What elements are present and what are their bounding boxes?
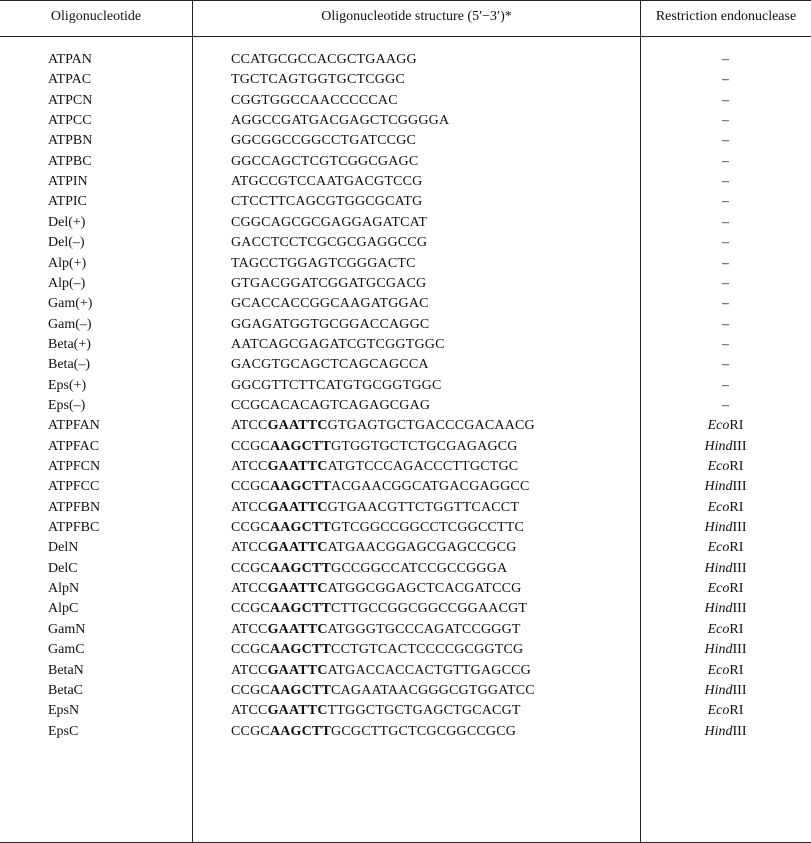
oligo-sequence: [231, 457, 518, 477]
table-row: [0, 315, 811, 335]
restriction-enzyme: [640, 620, 811, 640]
oligo-sequence: [231, 701, 521, 721]
table-row: [0, 111, 811, 131]
sequence-prefix: GACCTCCTCGCGCGAGGCCG: [231, 235, 428, 251]
oligo-sequence: [231, 172, 422, 192]
oligo-name: BetaN: [48, 662, 84, 678]
restriction-enzyme: [640, 416, 811, 436]
restriction-enzyme: [640, 681, 811, 701]
enzyme-suffix: –: [722, 235, 729, 251]
restriction-site: GAATTC: [267, 418, 328, 434]
restriction-site: AAGCTT: [269, 723, 332, 739]
enzyme-suffix: –: [722, 194, 729, 210]
restriction-enzyme: [640, 661, 811, 681]
sequence-prefix: CCGC: [231, 723, 270, 739]
sequence-prefix: CCGC: [231, 642, 270, 658]
restriction-enzyme: [640, 50, 811, 70]
sequence-prefix: CCGCACACAGTCAGAGCGAG: [231, 397, 431, 413]
oligo-name: ATPCC: [48, 113, 92, 129]
enzyme-suffix: RI: [729, 581, 744, 597]
restriction-site: AAGCTT: [269, 560, 332, 576]
oligo-sequence: [231, 274, 426, 294]
sequence-prefix: ATCC: [231, 418, 268, 434]
restriction-enzyme: [640, 396, 811, 416]
header-restriction-endonuclease: Restriction endonuclease: [655, 9, 797, 24]
restriction-enzyme: [640, 131, 811, 151]
sequence-prefix: GTGACGGATCGGATGCGACG: [231, 275, 427, 291]
oligo-sequence: [231, 131, 416, 151]
restriction-enzyme: [640, 254, 811, 274]
enzyme-suffix: III: [732, 520, 747, 536]
oligo-name: Gam(+): [48, 296, 93, 312]
sequence-suffix: CTTGCCGGCGGCCGGAACGT: [331, 601, 528, 617]
table-row: [0, 254, 811, 274]
enzyme-suffix: –: [722, 377, 729, 393]
restriction-site: AAGCTT: [269, 520, 332, 536]
enzyme-suffix: –: [722, 275, 729, 291]
sequence-prefix: ATCC: [231, 621, 268, 637]
oligo-sequence: [231, 355, 429, 375]
sequence-prefix: ATCC: [231, 581, 268, 597]
sequence-prefix: ATCC: [231, 499, 268, 515]
enzyme-suffix: III: [732, 601, 747, 617]
sequence-suffix: TTGGCTGCTGAGCTGCACGT: [327, 703, 521, 719]
enzyme-suffix: –: [722, 133, 729, 149]
sequence-suffix: ATGACCACCACTGTTGAGCCG: [327, 662, 531, 678]
oligo-sequence: [231, 70, 405, 90]
sequence-prefix: GGCCAGCTCGTCGGCGAGC: [231, 153, 419, 169]
oligo-sequence: [231, 437, 518, 457]
table-row: [0, 620, 811, 640]
enzyme-suffix: –: [722, 357, 729, 373]
restriction-enzyme: [640, 192, 811, 212]
oligo-sequence: [231, 91, 398, 111]
sequence-suffix: ACGAACGGCATGACGAGGCC: [331, 479, 530, 495]
table-row: [0, 559, 811, 579]
restriction-enzyme: [640, 91, 811, 111]
oligo-sequence: [231, 213, 427, 233]
sequence-prefix: CCGC: [231, 601, 270, 617]
restriction-site: GAATTC: [267, 662, 328, 678]
oligo-name: Del(–): [48, 235, 85, 251]
restriction-site: AAGCTT: [269, 601, 332, 617]
enzyme-suffix: –: [722, 214, 729, 230]
sequence-suffix: ATGGGTGCCCAGATCCGGGT: [327, 621, 521, 637]
restriction-enzyme: [640, 599, 811, 619]
enzyme-genus: Hind: [704, 601, 733, 617]
oligo-name: BetaC: [48, 682, 83, 698]
enzyme-genus: Hind: [704, 438, 733, 454]
oligo-name: Del(+): [48, 214, 86, 230]
table-row: [0, 518, 811, 538]
enzyme-suffix: III: [732, 723, 747, 739]
table-row: [0, 274, 811, 294]
restriction-enzyme: [640, 498, 811, 518]
enzyme-genus: Eco: [707, 581, 730, 597]
restriction-enzyme: [640, 233, 811, 253]
enzyme-suffix: RI: [729, 499, 744, 515]
enzyme-genus: Hind: [704, 520, 733, 536]
sequence-prefix: CGGTGGCCAACCCCCAC: [231, 92, 398, 108]
header-structure: Oligonucleotide structure (5′−3′)*: [321, 9, 512, 24]
restriction-enzyme: [640, 70, 811, 90]
oligo-name: Alp(+): [48, 255, 87, 271]
enzyme-genus: Eco: [707, 662, 730, 678]
oligo-name: ATPBC: [48, 153, 92, 169]
oligo-sequence: [231, 599, 527, 619]
enzyme-genus: Hind: [704, 560, 733, 576]
oligo-sequence: [231, 661, 531, 681]
table-row: [0, 477, 811, 497]
restriction-site: GAATTC: [267, 621, 328, 637]
oligo-name: ATPCN: [48, 92, 93, 108]
sequence-prefix: TGCTCAGTGGTGCTCGGC: [231, 72, 405, 88]
oligo-name: Gam(–): [48, 316, 92, 332]
oligo-sequence: [231, 722, 516, 742]
sequence-suffix: GCCGGCCATCCGCCGGGA: [331, 560, 508, 576]
oligo-name: Eps(+): [48, 377, 87, 393]
table-row: [0, 457, 811, 477]
restriction-enzyme: [640, 355, 811, 375]
sequence-prefix: ATGCCGTCCAATGACGTCCG: [231, 174, 423, 190]
sequence-prefix: TAGCCTGGAGTCGGGACTC: [231, 255, 416, 271]
sequence-suffix: CAGAATAACGGGCGTGGATCC: [331, 682, 535, 698]
sequence-prefix: AATCAGCGAGATCGTCGGTGGC: [231, 336, 445, 352]
oligo-name: AlpN: [48, 581, 80, 597]
table-row: [0, 131, 811, 151]
sequence-suffix: ATGGCGGAGCTCACGATCCG: [327, 581, 522, 597]
oligo-name: ATPFCC: [48, 479, 100, 495]
restriction-enzyme: [640, 376, 811, 396]
table-row: [0, 70, 811, 90]
sequence-prefix: ATCC: [231, 540, 268, 556]
enzyme-genus: Eco: [707, 703, 730, 719]
enzyme-suffix: III: [732, 682, 747, 698]
sequence-prefix: ATCC: [231, 703, 268, 719]
oligo-sequence: [231, 152, 418, 172]
table-row: [0, 50, 811, 70]
enzyme-suffix: –: [722, 52, 729, 67]
enzyme-suffix: –: [722, 336, 729, 352]
sequence-prefix: ATCC: [231, 459, 268, 474]
restriction-enzyme: [640, 640, 811, 660]
sequence-prefix: GGCGTTCTTCATGTGCGGTGGC: [231, 377, 442, 393]
restriction-enzyme: [640, 477, 811, 497]
enzyme-suffix: –: [722, 113, 729, 129]
sequence-prefix: CCGC: [231, 479, 270, 495]
sequence-prefix: CCGC: [231, 520, 270, 536]
restriction-enzyme: [640, 559, 811, 579]
header-oligonucleotide: Oligonucleotide: [50, 9, 142, 24]
oligo-sequence: [231, 477, 530, 497]
sequence-prefix: AGGCCGATGACGAGCTCGGGGA: [231, 113, 450, 129]
sequence-suffix: GTCGGCCGGCCTCGGCCTTC: [331, 520, 525, 536]
oligo-sequence: [231, 538, 517, 558]
enzyme-suffix: –: [722, 153, 729, 169]
oligo-sequence: [231, 335, 445, 355]
oligo-name: DelC: [48, 560, 78, 576]
oligo-name: GamC: [48, 642, 85, 658]
restriction-site: GAATTC: [267, 459, 328, 474]
sequence-prefix: CCGC: [231, 438, 270, 454]
sequence-prefix: CGGCAGCGCGAGGAGATCAT: [231, 214, 428, 230]
oligo-sequence: [231, 233, 427, 253]
oligo-name: EpsC: [48, 723, 79, 739]
sequence-prefix: GACGTGCAGCTCAGCAGCCA: [231, 357, 429, 373]
restriction-site: GAATTC: [267, 540, 328, 556]
restriction-site: AAGCTT: [269, 479, 332, 495]
sequence-suffix: ATGAACGGAGCGAGCCGCG: [327, 540, 517, 556]
restriction-enzyme: [640, 315, 811, 335]
enzyme-genus: Eco: [707, 499, 730, 515]
oligo-sequence: [231, 254, 416, 274]
enzyme-suffix: III: [732, 438, 747, 454]
table-row: [0, 437, 811, 457]
restriction-site: GAATTC: [267, 581, 328, 597]
oligo-name: Beta(–): [48, 357, 90, 373]
enzyme-suffix: III: [732, 479, 747, 495]
oligo-sequence: [231, 50, 417, 70]
table-row: [0, 396, 811, 416]
table-row: [0, 599, 811, 619]
enzyme-suffix: RI: [729, 621, 744, 637]
oligo-sequence: [231, 681, 535, 701]
restriction-site: AAGCTT: [269, 682, 332, 698]
table-row: [0, 172, 811, 192]
restriction-enzyme: [640, 213, 811, 233]
oligo-name: ATPAC: [48, 72, 92, 88]
enzyme-suffix: RI: [729, 703, 744, 719]
restriction-site: GAATTC: [267, 703, 328, 719]
table-row: [0, 640, 811, 660]
table-row: [0, 498, 811, 518]
oligo-name: ATPBN: [48, 133, 93, 149]
enzyme-genus: Hind: [704, 642, 733, 658]
restriction-enzyme: [640, 437, 811, 457]
table-row: [0, 701, 811, 721]
restriction-site: AAGCTT: [269, 438, 332, 454]
sequence-prefix: CCGC: [231, 682, 270, 698]
sequence-prefix: CTCCTTCAGCGTGGCGCATG: [231, 194, 423, 210]
oligo-sequence: [231, 111, 449, 131]
enzyme-genus: Hind: [704, 682, 733, 698]
oligo-name: Alp(–): [48, 275, 86, 291]
header-bottom-rule: [0, 36, 811, 37]
enzyme-suffix: RI: [729, 662, 744, 678]
oligo-sequence: [231, 315, 429, 335]
restriction-enzyme: [640, 457, 811, 477]
table-row: [0, 355, 811, 375]
enzyme-suffix: –: [722, 72, 729, 88]
restriction-enzyme: [640, 538, 811, 558]
oligo-sequence: [231, 498, 519, 518]
table-row: [0, 152, 811, 172]
oligo-name: ATPFBC: [48, 520, 100, 536]
sequence-suffix: GTGGTGCTCTGCGAGAGCG: [331, 438, 518, 454]
restriction-enzyme: [640, 152, 811, 172]
sequence-suffix: ATGTCCCAGACCCTTGCTGC: [327, 459, 519, 474]
oligo-sequence: [231, 376, 442, 396]
sequence-suffix: GCGCTTGCTCGCGGCCGCG: [331, 723, 517, 739]
restriction-enzyme: [640, 111, 811, 131]
table-row: [0, 294, 811, 314]
oligo-name: Beta(+): [48, 336, 91, 352]
oligo-name: DelN: [48, 540, 79, 556]
table-row: [0, 722, 811, 742]
restriction-enzyme: [640, 579, 811, 599]
enzyme-suffix: RI: [729, 418, 744, 434]
table-row: [0, 538, 811, 558]
restriction-enzyme: [640, 518, 811, 538]
table-row: [0, 91, 811, 111]
enzyme-genus: Eco: [707, 418, 730, 434]
table-row: [0, 661, 811, 681]
enzyme-genus: Eco: [707, 459, 730, 474]
enzyme-genus: Eco: [707, 540, 730, 556]
oligo-name: GamN: [48, 621, 86, 637]
oligo-name: ATPAN: [48, 52, 92, 67]
oligo-name: Eps(–): [48, 397, 86, 413]
oligo-sequence: [231, 192, 422, 212]
oligo-name: EpsN: [48, 703, 80, 719]
enzyme-suffix: –: [722, 397, 729, 413]
oligo-sequence: [231, 620, 521, 640]
restriction-enzyme: [640, 701, 811, 721]
table-row: [0, 335, 811, 355]
sequence-suffix: CCTGTCACTCCCCGCGGTCG: [331, 642, 524, 658]
oligo-name: AlpC: [48, 601, 79, 617]
oligo-name: ATPFAC: [48, 438, 100, 454]
sequence-prefix: GCACCACCGGCAAGATGGAC: [231, 296, 429, 312]
sequence-prefix: CCATGCGCCACGCTGAAGG: [231, 52, 417, 67]
restriction-enzyme: [640, 294, 811, 314]
oligo-name: ATPFCN: [48, 459, 101, 474]
enzyme-suffix: –: [722, 255, 729, 271]
oligo-name: ATPFBN: [48, 499, 101, 515]
table-row: [0, 192, 811, 212]
sequence-prefix: GGCGGCCGGCCTGATCCGC: [231, 133, 417, 149]
table-row: [0, 233, 811, 253]
enzyme-suffix: RI: [729, 540, 744, 556]
table-row: [0, 579, 811, 599]
table-row: [0, 376, 811, 396]
sequence-prefix: CCGC: [231, 560, 270, 576]
table-row: [0, 416, 811, 436]
restriction-enzyme: [640, 274, 811, 294]
restriction-enzyme: [640, 335, 811, 355]
enzyme-genus: Eco: [707, 621, 730, 637]
restriction-site: GAATTC: [267, 499, 328, 515]
oligo-sequence: [231, 416, 535, 436]
restriction-enzyme: [640, 722, 811, 742]
oligo-sequence: [231, 396, 430, 416]
enzyme-suffix: III: [732, 560, 747, 576]
oligo-name: ATPIC: [48, 194, 87, 210]
oligo-sequence: [231, 640, 523, 660]
oligo-name: ATPFAN: [48, 418, 100, 434]
oligo-name: ATPIN: [48, 174, 88, 190]
sequence-prefix: ATCC: [231, 662, 268, 678]
restriction-enzyme: [640, 172, 811, 192]
enzyme-genus: Hind: [704, 479, 733, 495]
enzyme-suffix: –: [722, 316, 729, 332]
oligo-sequence: [231, 559, 507, 579]
oligo-sequence: [231, 579, 521, 599]
enzyme-suffix: RI: [729, 459, 744, 474]
sequence-prefix: GGAGATGGTGCGGACCAGGC: [231, 316, 430, 332]
enzyme-genus: Hind: [704, 723, 733, 739]
table-row: [0, 681, 811, 701]
oligo-sequence: [231, 294, 429, 314]
restriction-site: AAGCTT: [269, 642, 332, 658]
sequence-suffix: GTGAGTGCTGACCCGACAACG: [327, 418, 535, 434]
table-row: [0, 213, 811, 233]
enzyme-suffix: III: [732, 642, 747, 658]
sequence-suffix: GTGAACGTTCTGGTTCACCT: [327, 499, 520, 515]
enzyme-suffix: –: [722, 296, 729, 312]
enzyme-suffix: –: [722, 174, 729, 190]
oligo-sequence: [231, 518, 524, 538]
enzyme-suffix: –: [722, 92, 729, 108]
